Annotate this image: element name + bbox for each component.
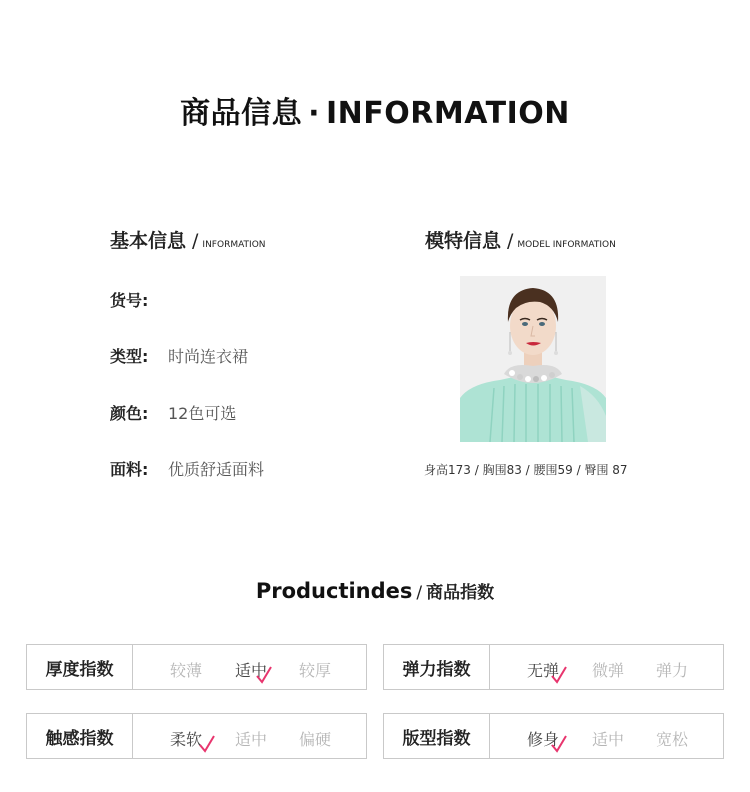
model-info-heading	[425, 226, 616, 253]
info-row-type	[110, 344, 249, 367]
product-index-heading	[0, 578, 750, 603]
check-mark-icon	[255, 665, 273, 685]
index-box-fit	[383, 713, 724, 759]
check-mark-icon	[550, 665, 568, 685]
index-label: 厚度指数	[27, 645, 133, 689]
index-option: 无弹	[527, 661, 560, 680]
info-key: 货号:	[110, 291, 149, 310]
index-option: 较薄	[170, 661, 203, 680]
basic-info-subtitle: INFORMATION	[202, 240, 266, 250]
index-option: 宽松	[656, 730, 689, 749]
basic-info-heading	[110, 226, 266, 253]
model-photo	[460, 276, 606, 442]
index-option: 适中	[235, 661, 268, 680]
model-info-subtitle: MODEL INFORMATION	[517, 240, 616, 250]
info-value: 优质舒适面料	[168, 460, 265, 479]
info-row-fabric	[110, 457, 265, 480]
page-title	[0, 88, 750, 132]
model-measurements: 身高173 / 胸围83 / 腰围59 / 臀围 87	[424, 463, 628, 477]
check-mark-icon	[550, 734, 568, 754]
basic-info-title: 基本信息	[110, 230, 187, 252]
info-key: 面料:	[110, 460, 149, 479]
product-index-title-en: Productindes	[255, 579, 413, 603]
index-option: 适中	[592, 730, 625, 749]
index-option: 修身	[527, 730, 560, 749]
info-key: 类型:	[110, 347, 149, 366]
product-index-title-cn: 商品指数	[426, 583, 495, 603]
index-label: 版型指数	[384, 714, 490, 758]
index-option: 弹力	[656, 661, 689, 680]
index-label: 触感指数	[27, 714, 133, 758]
page-title-cn: 商品信息	[180, 96, 303, 131]
index-option: 偏硬	[299, 730, 332, 749]
model-info-slash: /	[507, 230, 514, 252]
index-option: 适中	[235, 730, 268, 749]
info-row-color	[110, 401, 237, 424]
page-title-en: INFORMATION	[326, 96, 570, 131]
info-value: 12色可选	[168, 404, 237, 423]
index-box-elasticity	[383, 644, 724, 690]
info-key: 颜色:	[110, 404, 149, 423]
index-box-thickness	[26, 644, 367, 690]
check-mark-icon	[198, 734, 216, 754]
info-row-item-no	[110, 288, 148, 311]
page-title-dot: ·	[308, 96, 321, 131]
model-info-title: 模特信息	[425, 230, 502, 252]
index-option: 微弹	[592, 661, 625, 680]
index-option: 柔软	[170, 730, 203, 749]
index-label: 弹力指数	[384, 645, 490, 689]
index-option: 较厚	[299, 661, 332, 680]
basic-info-slash: /	[192, 230, 199, 252]
product-index-slash: /	[416, 583, 423, 603]
info-value: 时尚连衣裙	[168, 347, 249, 366]
index-box-touch	[26, 713, 367, 759]
